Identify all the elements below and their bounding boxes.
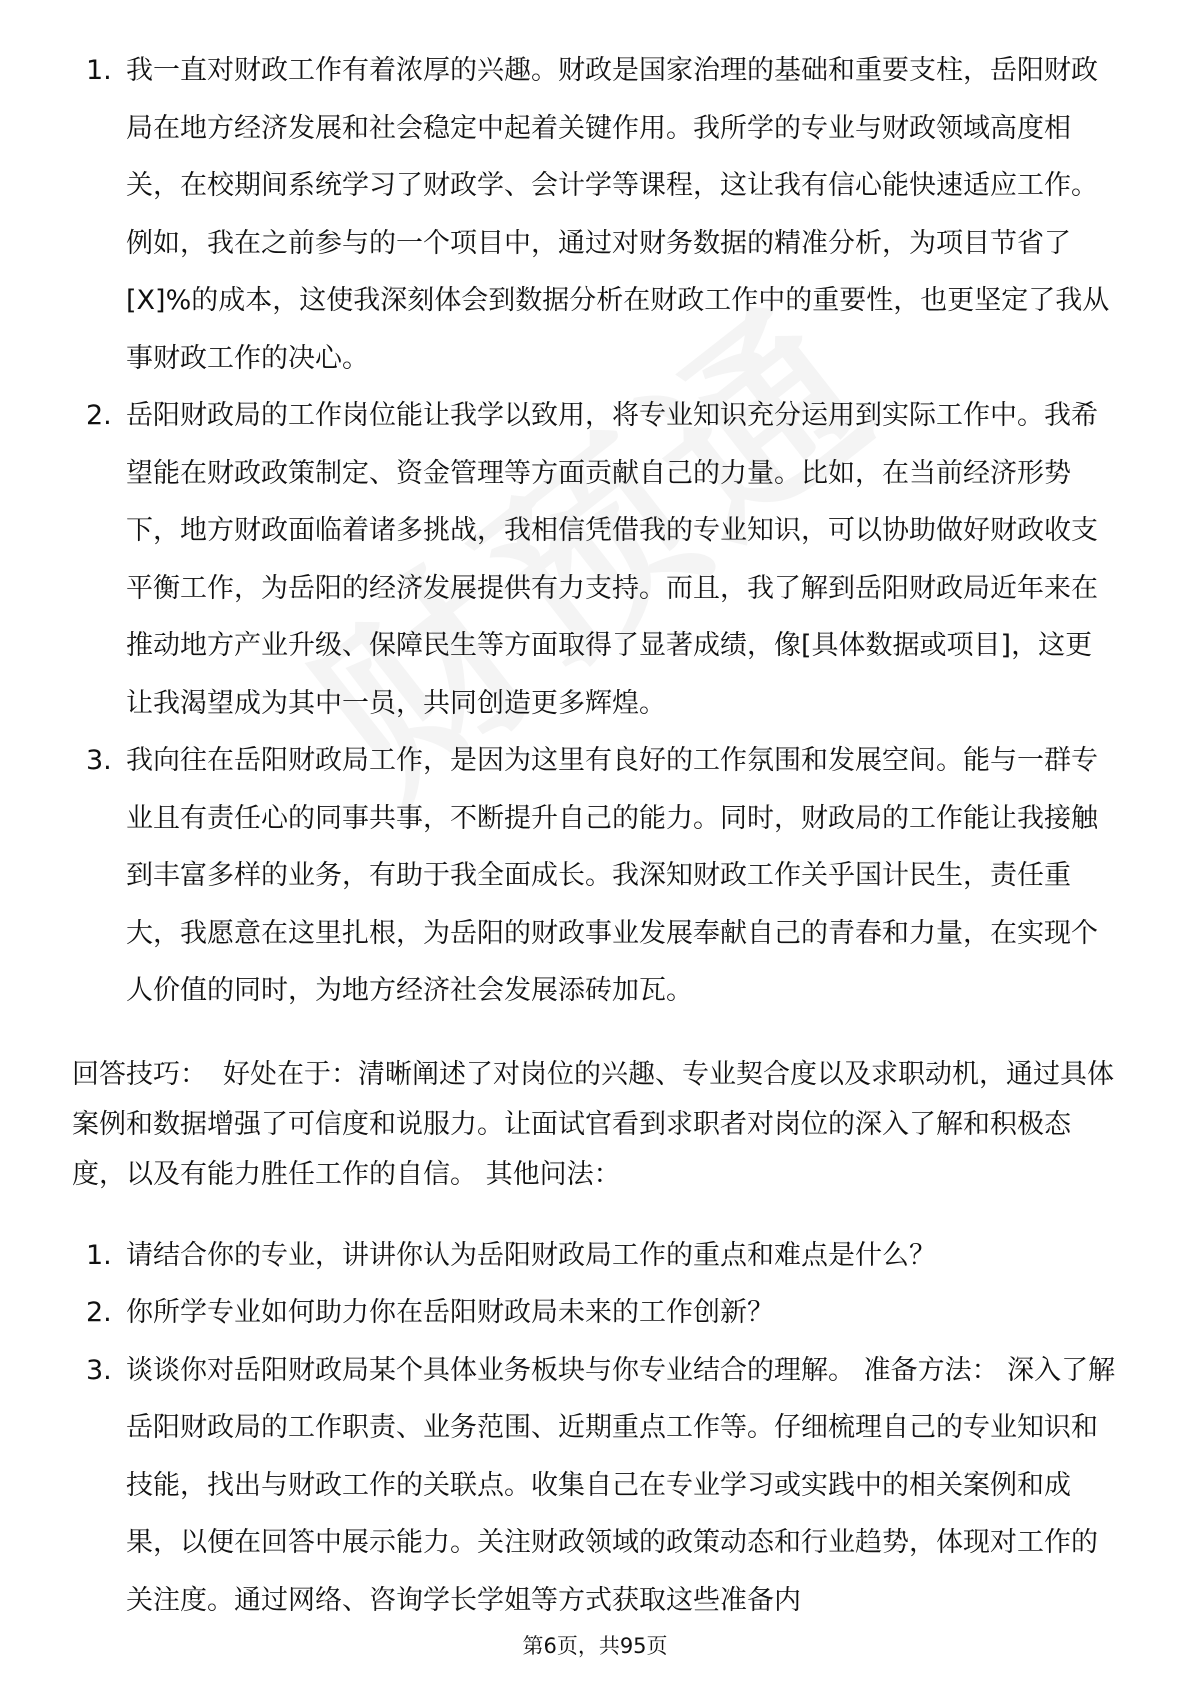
list-item bbox=[72, 42, 1118, 387]
list-text: 谈谈你对岳阳财政局某个具体业务板块与你专业结合的理解。 准备方法： 深入了解岳阳财政局的工作职责、业务范围、近期重点工作等。仔细梳理自己的专业知识和技能，找出与财政工作的关联点。收集自己在专业学习或实践中的相关案例和成果，以便在回答中展示能力。关注财政领域的政策动态和行业趋势，体现对工作的关注度。通过网络、咨询学长学姐等方式获取这些准备内 bbox=[126, 1354, 1116, 1616]
list-text: 你所学专业如何助力你在岳阳财政局未来的工作创新？ bbox=[126, 1297, 774, 1328]
list-item bbox=[72, 387, 1118, 732]
list-number: 2. bbox=[86, 1297, 112, 1328]
answer-list bbox=[72, 42, 1118, 1020]
list-number: 3. bbox=[86, 745, 112, 776]
list-item bbox=[72, 732, 1118, 1020]
list-text: 我向往在岳阳财政局工作，是因为这里有良好的工作氛围和发展空间。能与一群专业且有责任心的同事共事，不断提升自己的能力。同时，财政局的工作能让我接触到丰富多样的业务，有助于我全面成长。我深知财政工作关乎国计民生，责任重大，我愿意在这里扎根，为岳阳的财政事业发展奉献自己的青春和力量，在实现个人价值的同时，为地方经济社会发展添砖加瓦。 bbox=[126, 745, 1098, 1006]
tips-text: 好处在于：清晰阐述了对岗位的兴趣、专业契合度以及求职动机，通过具体案例和数据增强了可信度和说服力。让面试官看到求职者对岗位的深入了解和积极态度，以及有能力胜任工作的自信。 其他问法： bbox=[72, 1058, 1114, 1190]
list-text: 岳阳财政局的工作岗位能让我学以致用，将专业知识充分运用到实际工作中。我希望能在财政政策制定、资金管理等方面贡献自己的力量。比如，在当前经济形势下，地方财政面临着诸多挑战，我相信凭借我的专业知识，可以协助做好财政收支平衡工作，为岳阳的经济发展提供有力支持。而且，我了解到岳阳财政局近年来在推动地方产业升级、保障民生等方面取得了显著成绩，像[具体数据或项目]，这更让我渴望成为其中一员，共同创造更多辉煌。 bbox=[126, 400, 1098, 719]
list-item bbox=[72, 1227, 1118, 1285]
list-number: 1. bbox=[86, 55, 112, 86]
other-questions-list bbox=[72, 1227, 1118, 1630]
list-text: 请结合你的专业，讲讲你认为岳阳财政局工作的重点和难点是什么？ bbox=[126, 1239, 936, 1271]
list-item bbox=[72, 1284, 1118, 1342]
list-number: 1. bbox=[86, 1239, 112, 1271]
list-text: 我一直对财政工作有着浓厚的兴趣。财政是国家治理的基础和重要支柱，岳阳财政局在地方经济发展和社会稳定中起着关键作用。我所学的专业与财政领域高度相关，在校期间系统学习了财政学、会计学等课程，这让我有信心能快速适应工作。例如，我在之前参与的一个项目中，通过对财务数据的精准分析，为项目节省了[X]%的成本，这使我深刻体会到数据分析在财政工作中的重要性，也更坚定了我从事财政工作的决心。 bbox=[126, 55, 1110, 374]
tips-label: 回答技巧： bbox=[72, 1058, 207, 1090]
list-number: 3. bbox=[86, 1354, 112, 1386]
page-number-footer: 第6页，共95页 bbox=[522, 1634, 668, 1658]
answer-tips-paragraph bbox=[72, 1050, 1118, 1200]
list-number: 2. bbox=[86, 400, 112, 431]
page-content bbox=[72, 42, 1118, 1629]
list-item bbox=[72, 1342, 1118, 1630]
